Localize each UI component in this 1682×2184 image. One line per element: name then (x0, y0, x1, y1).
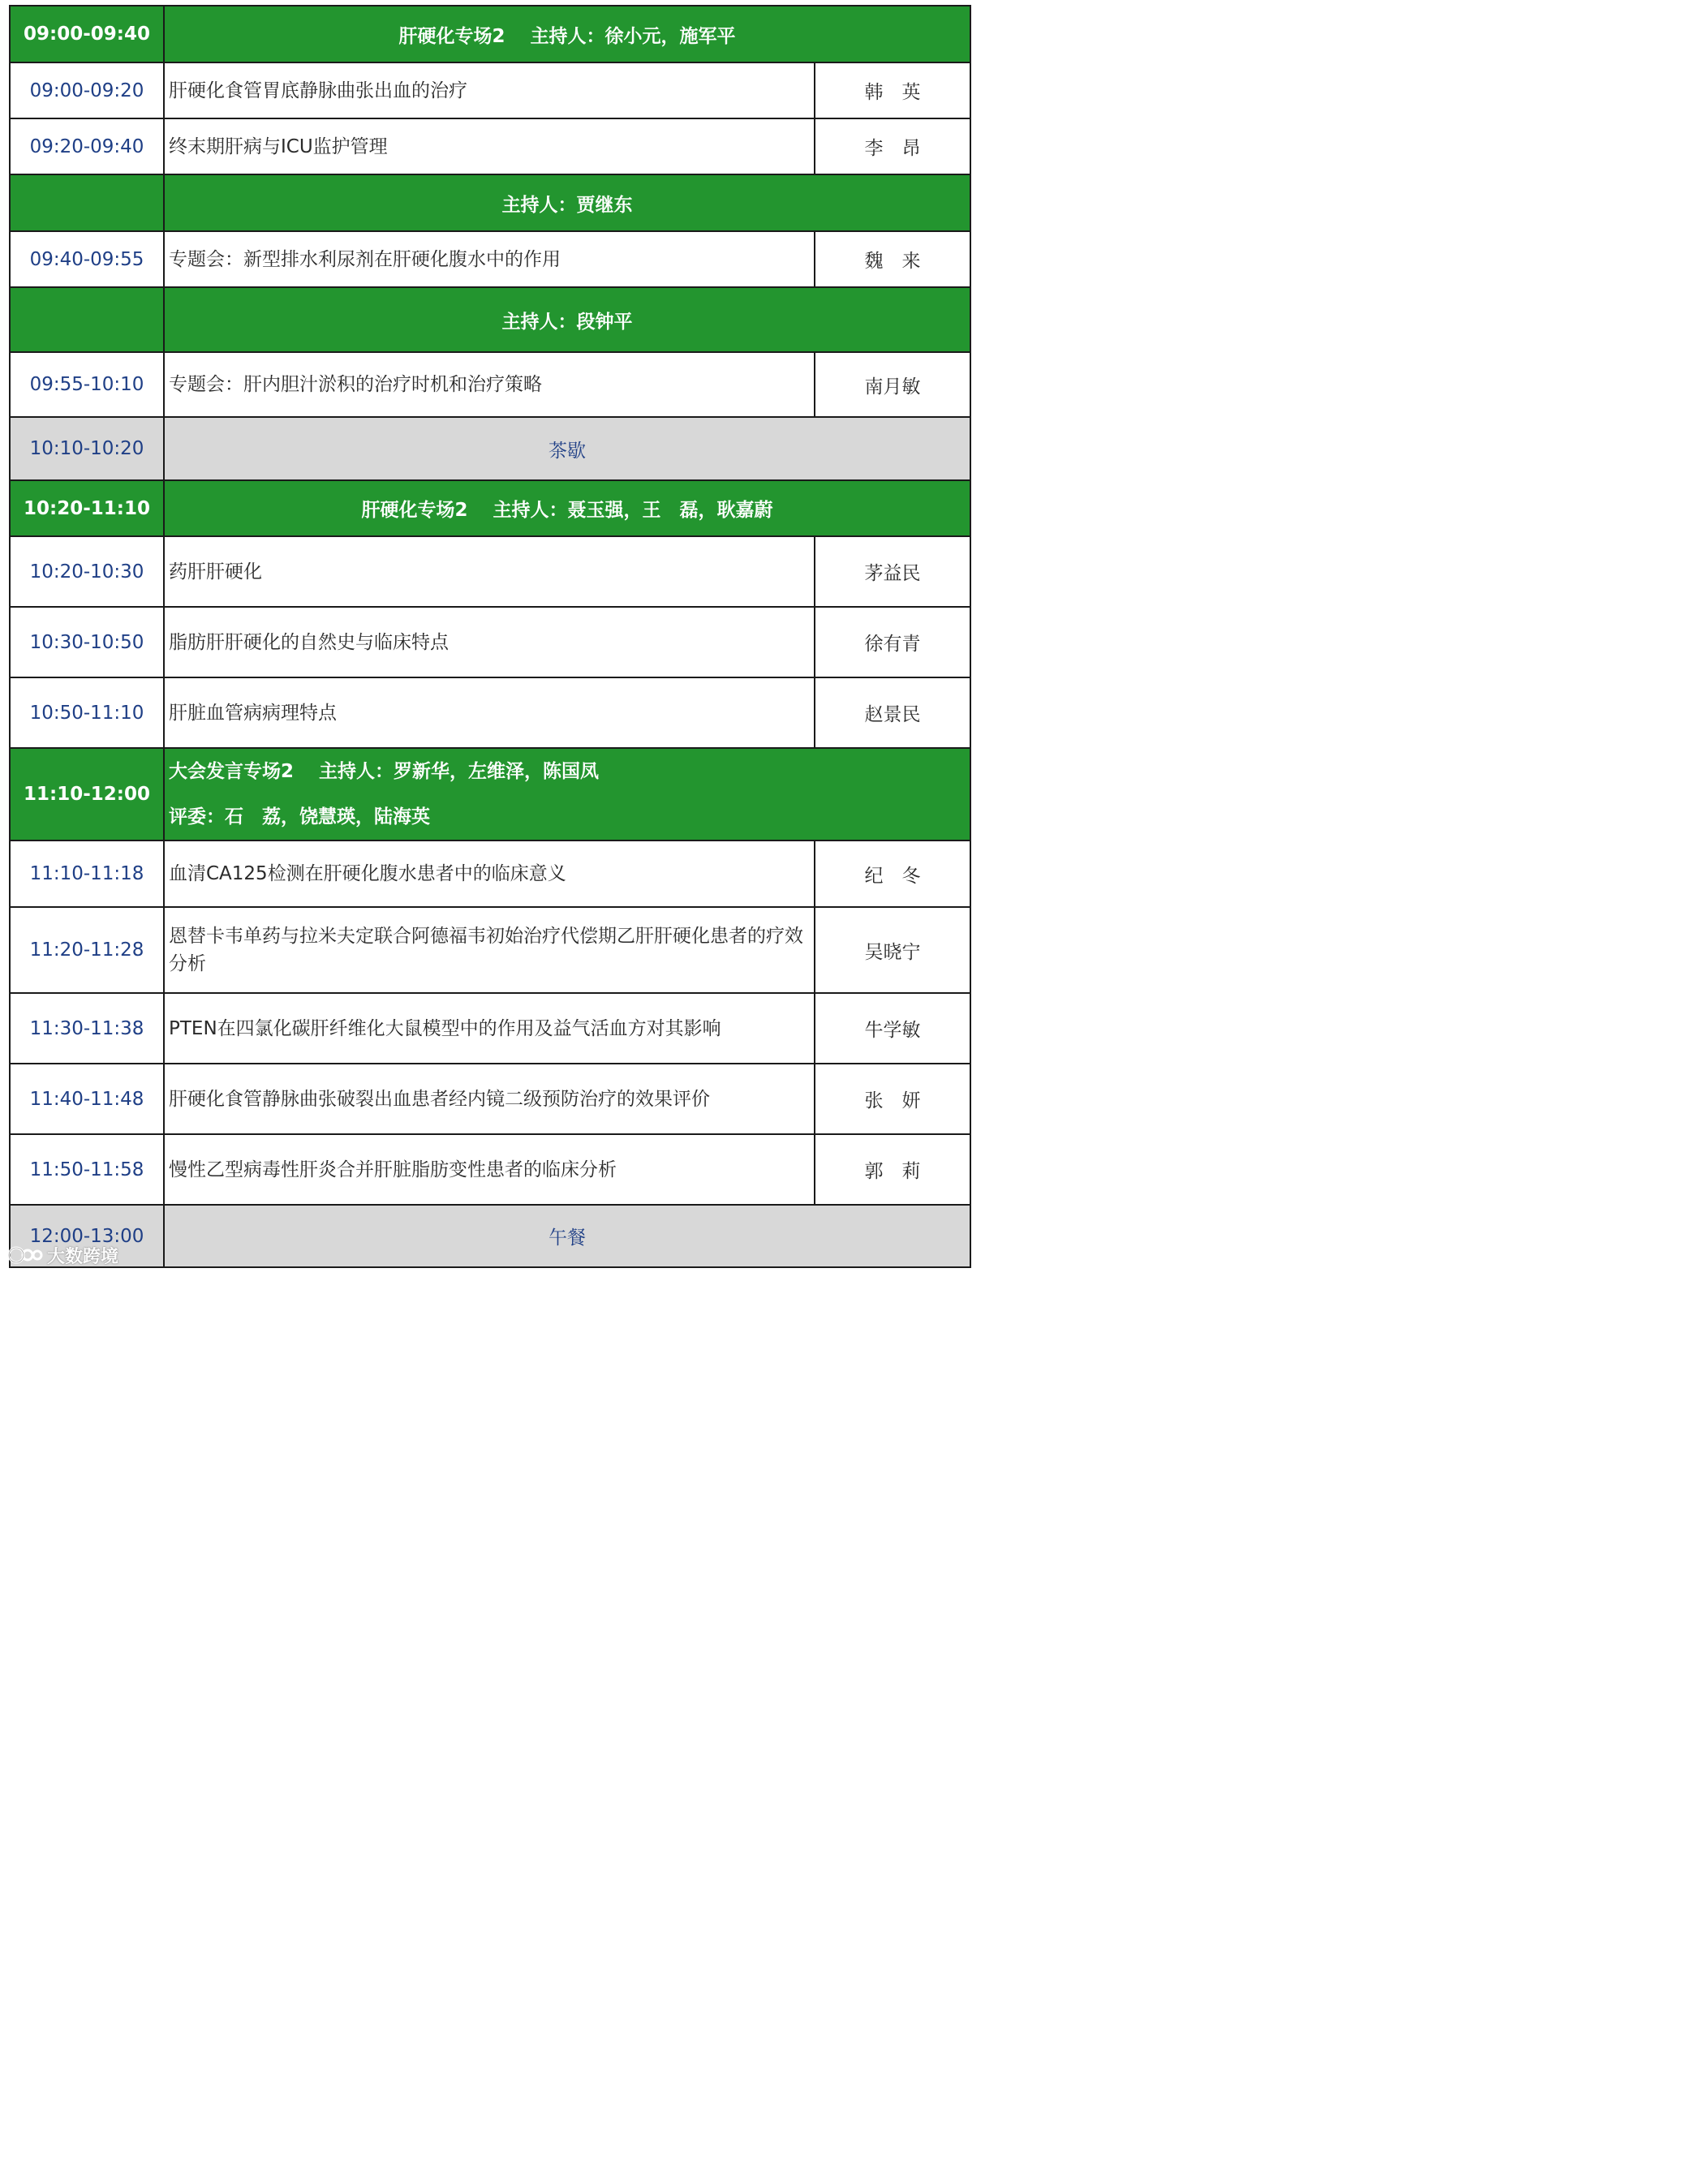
talk-speaker: 纪 冬 (815, 840, 970, 907)
talk-title: 脂肪肝肝硬化的自然史与临床特点 (164, 607, 815, 677)
talk-time: 09:55-10:10 (10, 352, 164, 417)
talk-time: 10:20-10:30 (10, 536, 164, 607)
talk-time: 09:20-09:40 (10, 118, 164, 174)
session-time: 10:20-11:10 (10, 480, 164, 536)
talk-title: 专题会：肝内胆汁淤积的治疗时机和治疗策略 (164, 352, 815, 417)
session-time-empty (10, 287, 164, 352)
session-header (10, 480, 970, 536)
table-row (10, 607, 970, 677)
talk-speaker: 牛学敏 (815, 993, 970, 1064)
talk-title: 专题会：新型排水利尿剂在肝硬化腹水中的作用 (164, 231, 815, 287)
table-row (10, 1134, 970, 1205)
session-title: 主持人：段钟平 (164, 287, 970, 352)
talk-speaker: 赵景民 (815, 677, 970, 748)
talk-speaker: 魏 来 (815, 231, 970, 287)
session-title: 主持人：贾继东 (164, 174, 970, 231)
talk-title: 慢性乙型病毒性肝炎合并肝脏脂肪变性患者的临床分析 (164, 1134, 815, 1205)
table-row (10, 231, 970, 287)
talk-speaker: 徐有青 (815, 607, 970, 677)
table-row (10, 907, 970, 993)
talk-title: 终末期肝病与ICU监护管理 (164, 118, 815, 174)
talk-speaker: 茅益民 (815, 536, 970, 607)
table-row (10, 677, 970, 748)
talk-speaker: 南月敏 (815, 352, 970, 417)
logo-icon (6, 1243, 44, 1267)
session-time: 11:10-12:00 (10, 748, 164, 840)
table-row (10, 352, 970, 417)
session-title-block (164, 748, 970, 840)
talk-title: 药肝肝硬化 (164, 536, 815, 607)
watermark (6, 1241, 118, 1269)
talk-speaker: 吴晓宁 (815, 907, 970, 993)
table-row (10, 118, 970, 174)
session-time-empty (10, 174, 164, 231)
session-judges: 评委：石 荔，饶慧瑛，陆海英 (169, 806, 430, 828)
talk-time: 10:50-11:10 (10, 677, 164, 748)
talk-time: 11:20-11:28 (10, 907, 164, 993)
talk-title: 肝硬化食管静脉曲张破裂出血患者经内镜二级预防治疗的效果评价 (164, 1064, 815, 1134)
session-header (10, 174, 970, 231)
talk-speaker: 郭 莉 (815, 1134, 970, 1205)
session-header (10, 6, 970, 62)
talk-time: 09:00-09:20 (10, 62, 164, 118)
session-header (10, 748, 970, 840)
session-title: 肝硬化专场2 主持人：徐小元，施军平 (164, 6, 970, 62)
table-row (10, 993, 970, 1064)
talk-title: PTEN在四氯化碳肝纤维化大鼠模型中的作用及益气活血方对其影响 (164, 993, 815, 1064)
break-label: 午餐 (164, 1205, 970, 1267)
session-title: 肝硬化专场2 主持人：聂玉强，王 磊，耿嘉蔚 (164, 480, 970, 536)
talk-title: 肝脏血管病病理特点 (164, 677, 815, 748)
table-row (10, 62, 970, 118)
talk-speaker: 张 妍 (815, 1064, 970, 1134)
talk-speaker: 韩 英 (815, 62, 970, 118)
session-title: 大会发言专场2 主持人：罗新华，左维泽，陈国凤 (169, 761, 600, 782)
table-row (10, 536, 970, 607)
talk-time: 09:40-09:55 (10, 231, 164, 287)
table-row (10, 1064, 970, 1134)
break-label: 茶歇 (164, 417, 970, 480)
watermark-text: 大数跨境 (47, 1246, 119, 1267)
agenda-table (9, 5, 971, 1268)
session-header (10, 287, 970, 352)
talk-title: 血清CA125检测在肝硬化腹水患者中的临床意义 (164, 840, 815, 907)
talk-title: 恩替卡韦单药与拉米夫定联合阿德福韦初始治疗代偿期乙肝肝硬化患者的疗效分析 (164, 907, 815, 993)
talk-title: 肝硬化食管胃底静脉曲张出血的治疗 (164, 62, 815, 118)
break-time: 12:00-13:00 (10, 1205, 164, 1267)
talk-time: 11:40-11:48 (10, 1064, 164, 1134)
session-time: 09:00-09:40 (10, 6, 164, 62)
talk-speaker: 李 昂 (815, 118, 970, 174)
table-row (10, 840, 970, 907)
break-row (10, 417, 970, 480)
talk-time: 11:10-11:18 (10, 840, 164, 907)
talk-time: 10:30-10:50 (10, 607, 164, 677)
talk-time: 11:50-11:58 (10, 1134, 164, 1205)
break-row (10, 1205, 970, 1267)
break-time: 10:10-10:20 (10, 417, 164, 480)
talk-time: 11:30-11:38 (10, 993, 164, 1064)
